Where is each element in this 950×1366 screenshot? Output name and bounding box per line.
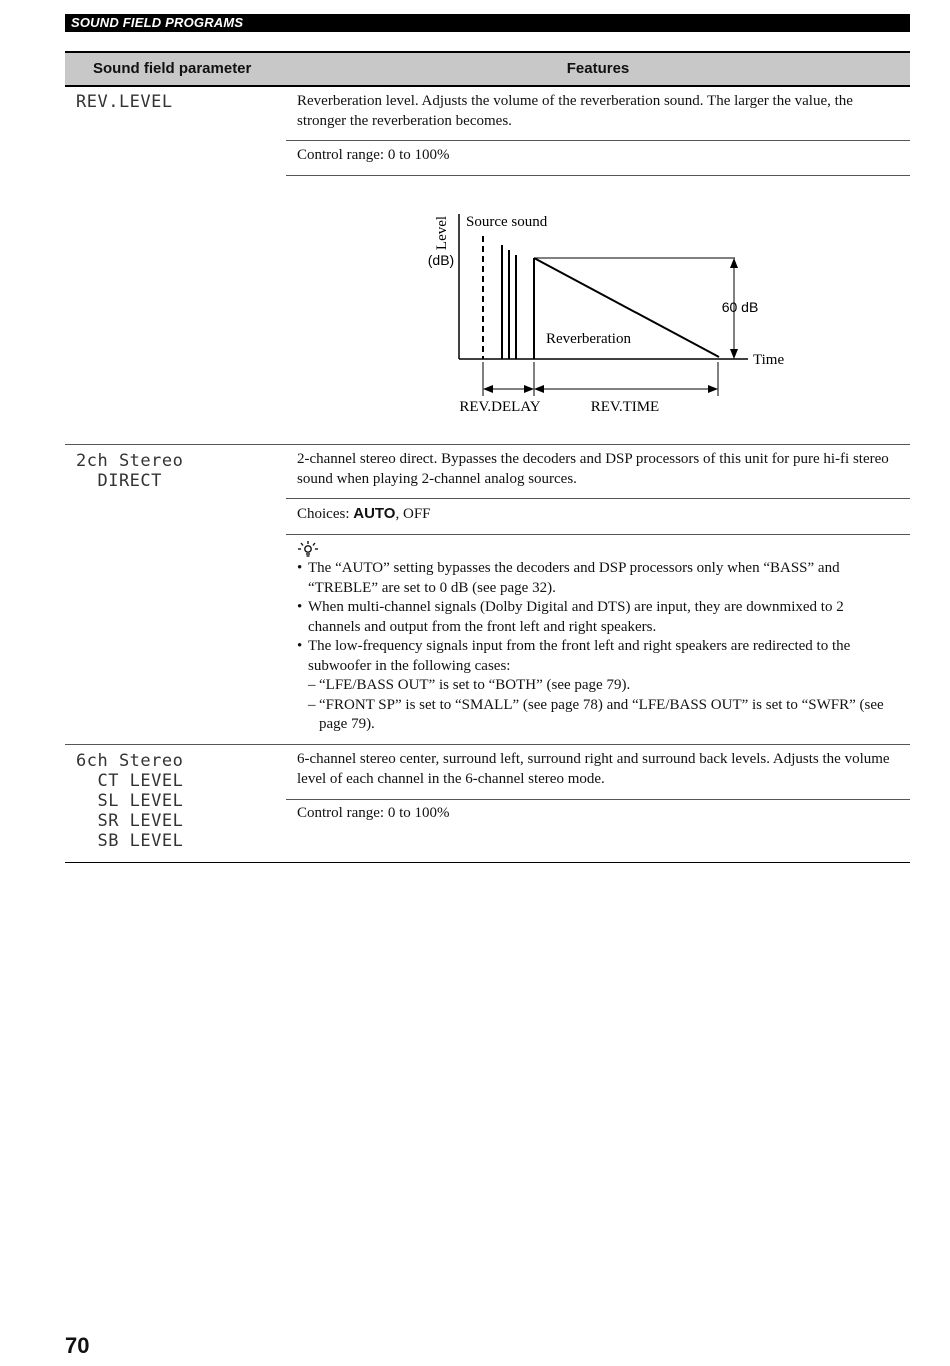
- source-sound-label: Source sound: [466, 214, 548, 230]
- y-axis-label: Level: [434, 215, 450, 251]
- tip-item: • When multi-channel signals (Dolby Digital and DTS) are input, they are downmixed to 2 channels and output from the front left and right speakers.: [297, 598, 887, 637]
- 2ch-stereo-description: 2-channel stereo direct. Bypasses the decoders and DSP processors of this unit for pure hi-fi stereo sound when playing 2-channel analog sources.: [297, 451, 889, 487]
- arrowhead-left: [483, 385, 493, 393]
- choices-label: Choices:: [297, 506, 354, 522]
- tip-sub-item: – “FRONT SP” is set to “SMALL” (see page 78) and “LFE/BASS OUT” is set to “SWFR” (see page 79).: [297, 696, 887, 735]
- page-number: 70: [65, 1333, 90, 1358]
- lcd-line: CT LEVEL: [76, 771, 184, 791]
- lcd-line: 2ch Stereo: [76, 451, 184, 471]
- 6ch-stereo-range: Control range: 0 to 100%: [297, 805, 450, 821]
- arrowhead-up: [730, 258, 738, 268]
- reverberation-diagram: [0, 0, 950, 440]
- rev-delay-label: REV.DELAY: [459, 399, 541, 415]
- lcd-line: 6ch Stereo: [76, 751, 184, 771]
- rev-level-range: Control range: 0 to 100%: [297, 147, 450, 163]
- y-axis-unit: (dB): [427, 252, 455, 268]
- lcd-line: REV.LEVEL: [76, 92, 173, 112]
- lcd-line: SR LEVEL: [76, 811, 184, 831]
- section-divider: [65, 444, 910, 445]
- lightbulb-tip-icon: [297, 540, 319, 558]
- section-divider: [65, 744, 910, 745]
- tip-item: • The “AUTO” setting bypasses the decoders and DSP processors only when “BASS” and “TREBLE” are set to 0 dB (see page 32).: [297, 559, 887, 598]
- arrowhead-left: [534, 385, 544, 393]
- table-bottom-rule: [65, 862, 910, 863]
- choices-rest: , OFF: [395, 506, 431, 522]
- arrowhead-down: [730, 349, 738, 359]
- lcd-parameter-2ch-stereo-direct: [76, 451, 183, 491]
- reverberation-label: Reverberation: [546, 331, 631, 347]
- choices-default: AUTO: [353, 505, 396, 522]
- arrowhead-right: [524, 385, 534, 393]
- tip-item: • The low-frequency signals input from the front left and right speakers are redirected to the subwoofer in the following cases:: [297, 637, 887, 676]
- tips-list: [297, 559, 887, 735]
- lcd-line: SL LEVEL: [76, 791, 184, 811]
- section-title: SOUND FIELD PROGRAMS: [71, 15, 244, 30]
- column-header-parameter: Sound field parameter: [93, 60, 252, 77]
- row-divider: [286, 498, 910, 499]
- 6ch-stereo-description: 6-channel stereo center, surround left, surround right and surround back levels. Adjusts the volume level of each channel in the 6-channel stereo mode.: [297, 751, 890, 787]
- tip-sub-item: – “LFE/BASS OUT” is set to “BOTH” (see page 79).: [297, 676, 887, 696]
- time-axis-label: Time: [753, 352, 785, 368]
- column-header-features: Features: [566, 60, 630, 77]
- rev-level-description: Reverberation level. Adjusts the volume of the reverberation sound. The larger the value, the stronger the reverberation becomes.: [297, 93, 853, 129]
- lcd-parameter-6ch-stereo: [76, 751, 183, 851]
- row-divider: [286, 799, 910, 800]
- arrowhead-right: [708, 385, 718, 393]
- rev-time-label: REV.TIME: [590, 399, 660, 415]
- row-divider: [286, 534, 910, 535]
- choices-line: [297, 504, 897, 525]
- lcd-line: DIRECT: [76, 471, 162, 491]
- decay-label: 60 dB: [721, 299, 759, 315]
- lcd-line: SB LEVEL: [76, 831, 184, 851]
